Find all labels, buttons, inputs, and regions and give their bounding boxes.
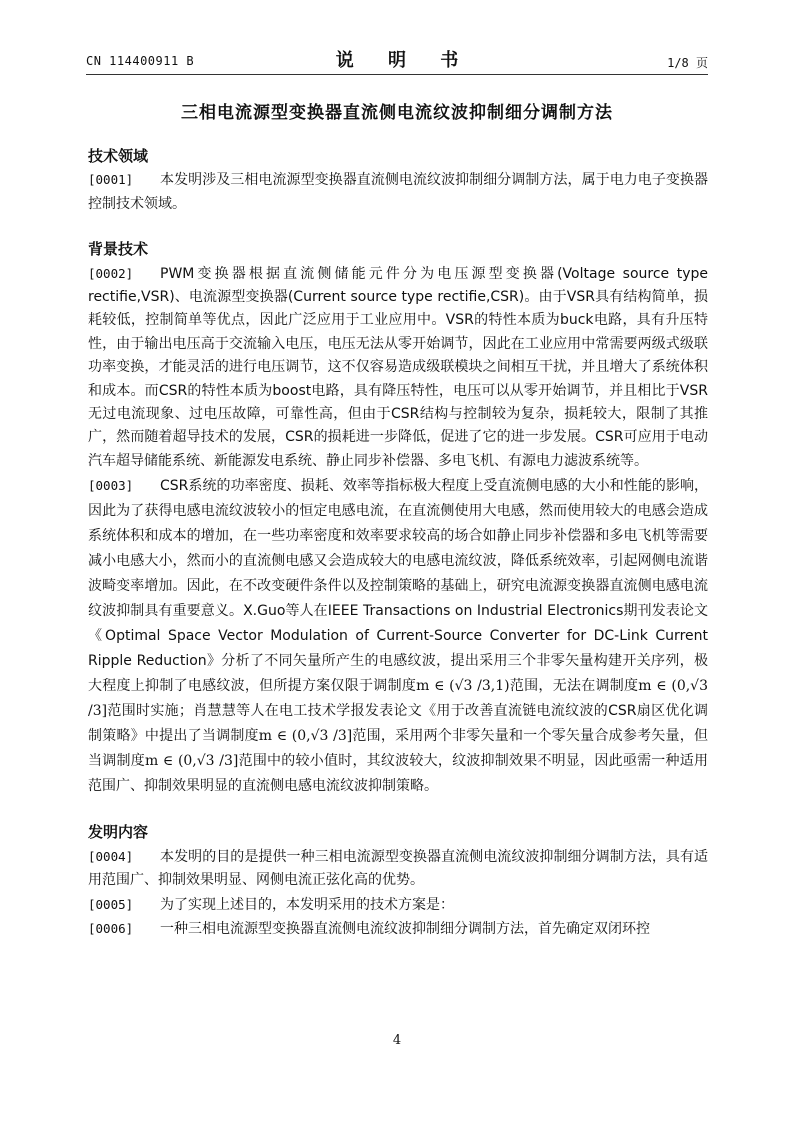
paragraph-0003 bbox=[88, 473, 708, 799]
paragraph-number: [0001] bbox=[88, 172, 134, 188]
paragraph-text: 一种三相电流源型变换器直流侧电流纹波抑制细分调制方法，首先确定双闭环控 bbox=[160, 920, 650, 937]
paragraph-text: CSR系统的功率密度、损耗、效率等指标极大程度上受直流侧电感的大小和性能的影响，因此为了获得电感电流纹波较小的恒定电感电流，在直流侧使用大电感，然而使用较大的电感会造成系统体积和成本的增加，在一些功率密度和效率要求较高的场合如静止同步补偿器和多电飞机等需要减小电感大小，然而小的直流侧电感又会造成较大的电感电流纹波，降低系统效率，引起网侧电流谐波畸变率增加。因此，在不改变硬件条件以及控制策略的基础上，研究电流源变换器直流侧电感电流纹波抑制具有重要意义。X.Guo等人在IEEE Transactions on Industrial Electronics期刊发表论文《Optimal Space Vector Modulation of Current-Source Converter for DC-Link Current Ripple Reduction》分析了不同矢量所产生的电感纹波，提出采用三个非零矢量构建开关序列，极大程度上抑制了电感纹波，但所提方案仅限于调制度 bbox=[88, 478, 708, 695]
paragraph-text: PWM变换器根据直流侧储能元件分为电压源型变换器(Voltage source type rectifie,VSR)、电流源型变换器(Current source type rectifie,CSR)。由于VSR具有结构简单，损耗较低，控制简单等优点，因此广泛应用于工业应用中。VSR的特性本质为buck电路，具有升压特性，由于输出电压高于交流输入电压，电压无法从零开始调节，因此在工业应用中常需要两级式级联功率变换，才能灵活的进行电压调节，这不仅容易造成级联模块之间相互干扰，并且增大了系统体积和成本。而CSR的特性本质为boost电路，具有降压特性，电压可以从零开始调节，并且相比于VSR无过电流现象、过电压故障，可靠性高，但由于CSR结构与控制较为复杂，损耗较大，限制了其推广，然而随着超导技术的发展，CSR的损耗进一步降低，促进了它的进一步发展。CSR可应用于电动汽车超导储能系统、新能源发电系统、静止同步补偿器、多电飞机、有源电力滤波系统等。 bbox=[88, 265, 708, 469]
paragraph-0005 bbox=[88, 893, 708, 917]
patent-number: CN 114400911 B bbox=[86, 54, 195, 68]
header-divider bbox=[86, 74, 708, 75]
paragraph-text: 本发明涉及三相电流源型变换器直流侧电流纹波抑制细分调制方法，属于电力电子变换器控制技术领域。 bbox=[88, 172, 708, 212]
math-expression: m ∈ (0,√3 /3] bbox=[144, 753, 239, 770]
page-info: 1/8 页 bbox=[667, 56, 708, 70]
paragraph-text: 范围中的较小值时，其纹波较大，纹波抑制效果不明显，因此亟需一种适用范围广、抑制效果明显的直流侧电感电流纹波抑制策略。 bbox=[88, 753, 709, 795]
page-number: 4 bbox=[392, 1033, 402, 1048]
section-heading-background: 背景技术 bbox=[88, 240, 149, 259]
page-header bbox=[86, 46, 708, 74]
paragraph-0004 bbox=[88, 845, 708, 893]
paragraph-text: 本发明的目的是提供一种三相电流源型变换器直流侧电流纹波抑制细分调制方法，具有适用范围广、抑制效果明显、网侧电流正弦化高的优势。 bbox=[88, 848, 708, 889]
paragraph-text: 为了实现上述目的，本发明采用的技术方案是： bbox=[160, 896, 454, 913]
paragraph-text: 范围，采用两个非零矢量和一个零矢量合成参考矢量，但当调制度 bbox=[88, 728, 708, 770]
paragraph-0006 bbox=[88, 917, 708, 941]
paragraph-text: 范围，无法在调制度 bbox=[509, 678, 639, 695]
paragraph-text: 范围时实施；肖慧慧等人在电工技术学报发表论文《用于改善直流链电流纹波的CSR扇区优化调制策略》中提出了当调制度 bbox=[88, 703, 708, 745]
paragraph-number: [0006] bbox=[88, 920, 134, 936]
math-expression: m ∈ (0,√3 /3] bbox=[258, 728, 353, 745]
paragraph-number: [0004] bbox=[88, 848, 134, 864]
document-title: 三相电流源型变换器直流侧电流纹波抑制细分调制方法 bbox=[181, 103, 613, 123]
document-type: 说 明 书 bbox=[335, 50, 473, 71]
paragraph-0001 bbox=[88, 168, 708, 216]
paragraph-number: [0005] bbox=[88, 896, 134, 912]
paragraph-number: [0003] bbox=[88, 478, 134, 494]
paragraph-number: [0002] bbox=[88, 265, 134, 281]
math-expression: m ∈ (√3 /3,1) bbox=[416, 678, 510, 695]
paragraph-0002 bbox=[88, 262, 708, 474]
document-body bbox=[88, 145, 708, 941]
section-heading-invention: 发明内容 bbox=[88, 823, 149, 842]
section-heading-field: 技术领域 bbox=[88, 147, 149, 165]
math-expression: m ∈ (0,√3 /3] bbox=[88, 678, 709, 720]
